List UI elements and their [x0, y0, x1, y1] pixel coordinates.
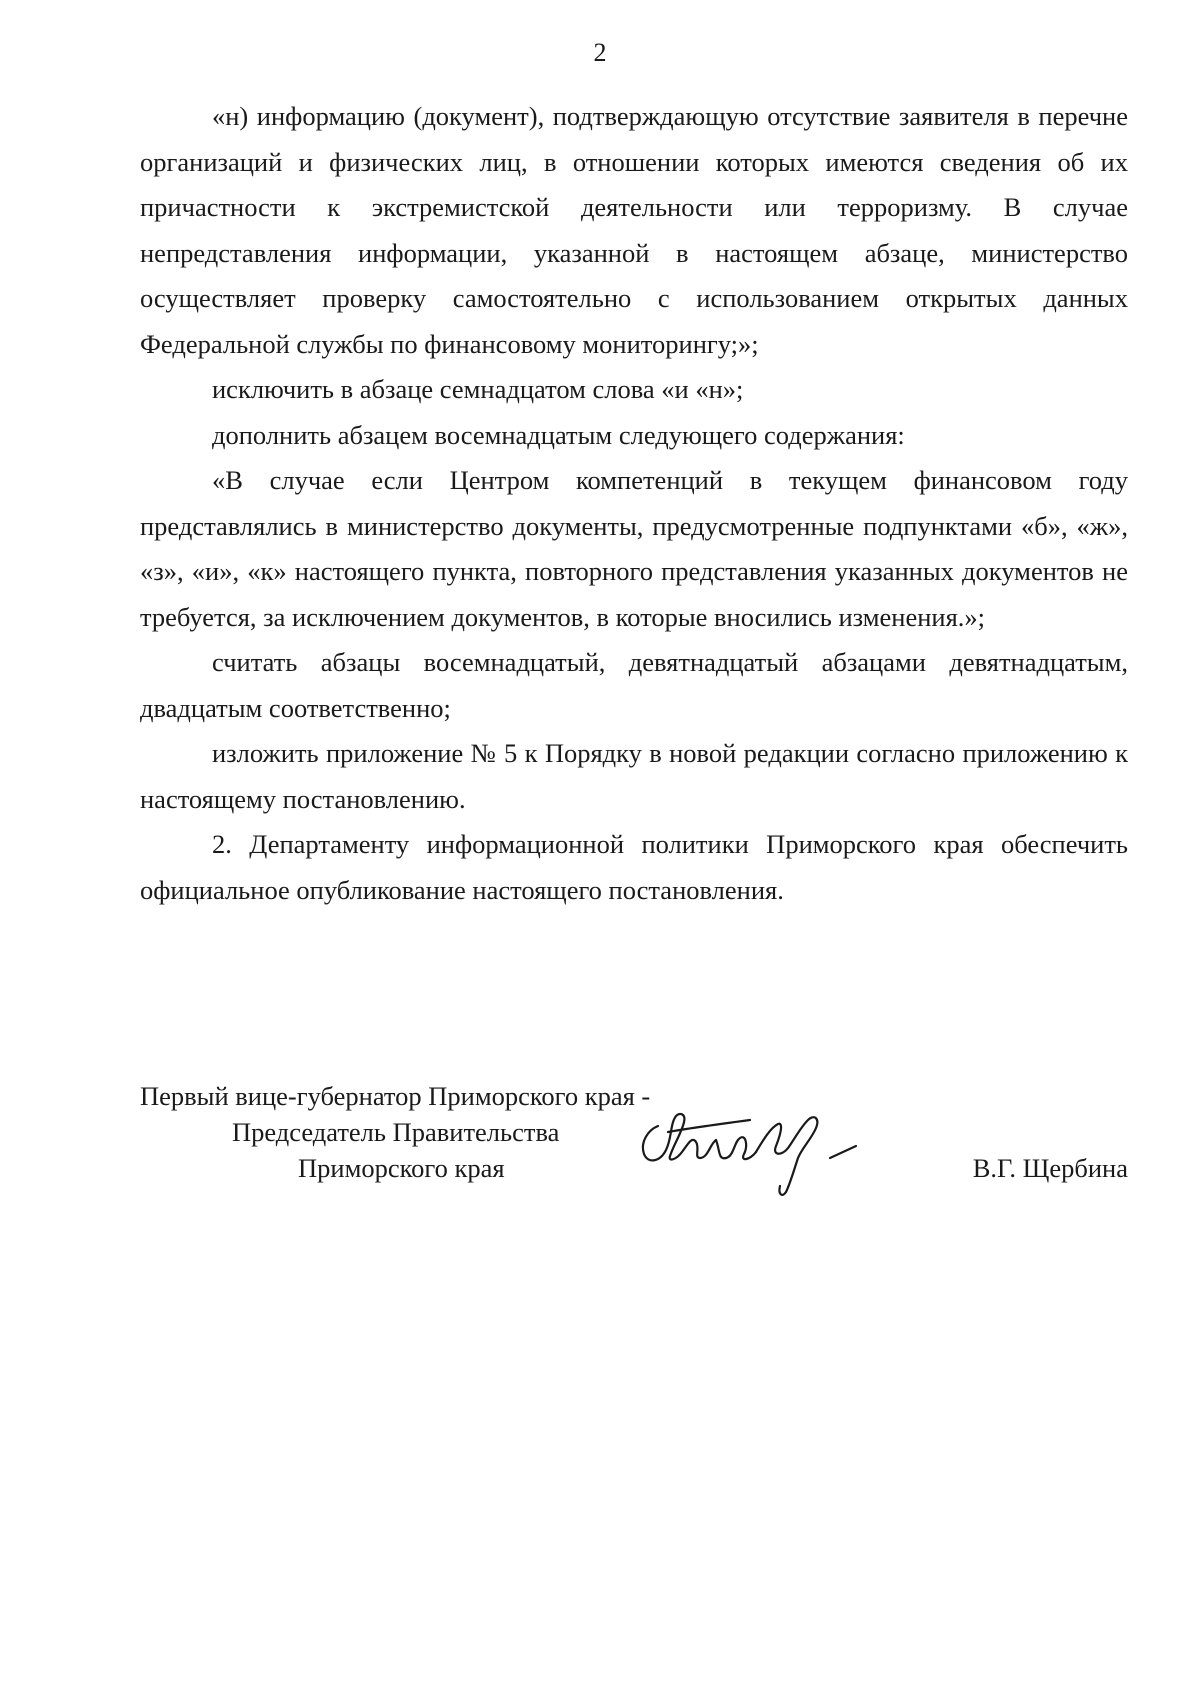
signature-block [140, 1078, 1128, 1188]
handwritten-signature [630, 1098, 890, 1208]
signatory-name: В.Г. Щербина [972, 1153, 1128, 1183]
document-body [140, 94, 1128, 913]
signatory-position-line2: Председатель Правительства [232, 1117, 560, 1147]
signatory-position-line1: Первый вице-губернатор Приморского края - [140, 1081, 651, 1111]
paragraph-competence-center: «В случае если Центром компетенций в текущем финансовом году представлялись в министерство документы, предусмотренные подпунктами «б», «ж», «з», «и», «к» настоящего пункта, повторного представления указанных документов не требуется, за исключением документов, в которые вносились изменения.»; [140, 465, 1128, 632]
signatory-position-line3: Приморского края [298, 1153, 505, 1183]
paragraph-exclude-words: исключить в абзаце семнадцатом слова «и «н»; [212, 374, 744, 404]
paragraph-add-eighteenth: дополнить абзацем восемнадцатым следующего содержания: [212, 419, 905, 450]
paragraph-appendix-5: изложить приложение № 5 к Порядку в новой редакции согласно приложению к настоящему постановлению. [140, 738, 1128, 814]
paragraph-renumber: считать абзацы восемнадцатый, девятнадцатый абзацами девятнадцатым, двадцатым соответственно; [140, 647, 1128, 723]
page-number: 2 [593, 38, 607, 67]
paragraph-item-n: «н) информацию (документ), подтверждающую отсутствие заявителя в перечне организаций и физических лиц, в отношении которых имеются сведения об их причастности к экстремистской деятельности или терроризму. В случае непредставления информации, указанной в настоящем абзаце, министерство осуществляет проверку самостоятельно с использованием открытых данных Федеральной службы по финансовому мониторингу;»; [140, 101, 1128, 359]
paragraph-publication: 2. Департаменту информационной политики Приморского края обеспечить официальное опубликование настоящего постановления. [140, 829, 1128, 905]
